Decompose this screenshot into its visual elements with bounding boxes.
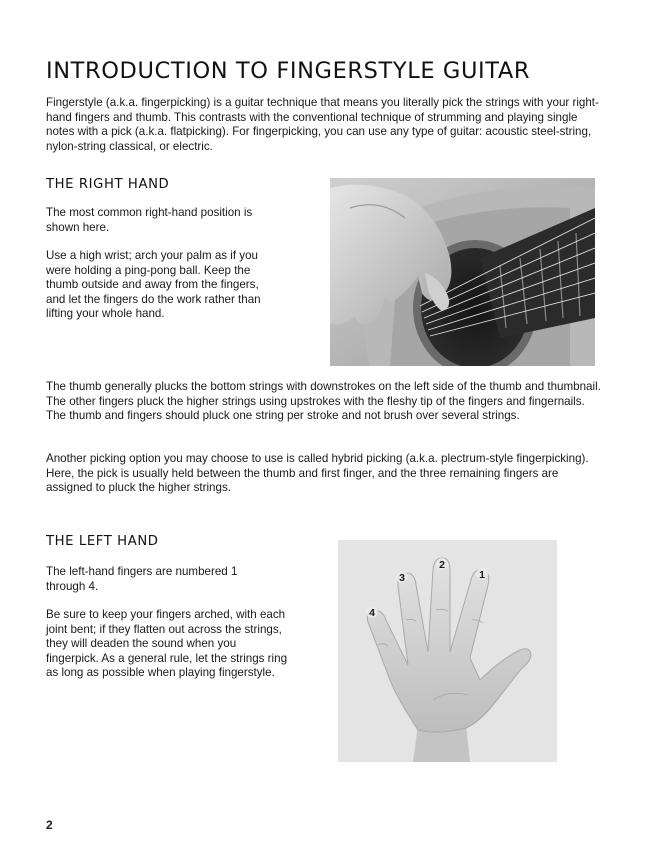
finger-label-4: 4 <box>369 607 375 619</box>
finger-label-1: 1 <box>479 569 485 581</box>
right-hand-heading: THE RIGHT HAND <box>46 177 170 192</box>
right-hand-paragraph-1: The most common right-hand position is shown here. <box>46 206 253 234</box>
finger-label-2: 2 <box>439 559 445 571</box>
page-title: INTRODUCTION TO FINGERSTYLE GUITAR <box>46 58 531 84</box>
right-hand-photo <box>330 178 595 366</box>
left-hand-paragraph-2: Be sure to keep your fingers arched, with each joint bent; if they flatten out across the strings, they will deaden the sound when you fingerpick. As a general rule, let the strings ring as long as possible when playing fingerstyle. <box>46 608 288 680</box>
intro-paragraph: Fingerstyle (a.k.a. fingerpicking) is a guitar technique that means you literally pick the strings with your right-hand fingers and thumb. This contrasts with the conventional technique of strumming and playing single notes with a pick (a.k.a. flatpicking). For fingerpicking, you can use any type of guitar: acoustic steel-string, nylon-string classical, or electric. <box>46 96 599 153</box>
body-paragraph-2: Another picking option you may choose to use is called hybrid picking (a.k.a. plectrum-style fingerpicking). Here, the pick is usually held between the thumb and first finger, and the three remaining fingers are assigned to pluck the higher strings. <box>46 452 589 495</box>
left-hand-photo <box>338 540 557 762</box>
body-paragraph-1: The thumb generally plucks the bottom strings with downstrokes on the left side of the thumb and thumbnail. The other fingers pluck the higher strings using upstrokes with the fleshy tip of the fingers and fingernails. The thumb and fingers should pluck one string per stroke and not brush over several strings. <box>46 380 601 423</box>
right-hand-paragraph-2: Use a high wrist; arch your palm as if you were holding a ping-pong ball. Keep the thumb outside and away from the fingers, and let the fingers do the work rather than lifting your whole hand. <box>46 249 261 321</box>
left-hand-heading: THE LEFT HAND <box>46 534 159 549</box>
left-hand-paragraph-1: The left-hand fingers are numbered 1 through 4. <box>46 565 238 593</box>
page-number: 2 <box>46 818 53 832</box>
finger-label-3: 3 <box>399 572 405 584</box>
